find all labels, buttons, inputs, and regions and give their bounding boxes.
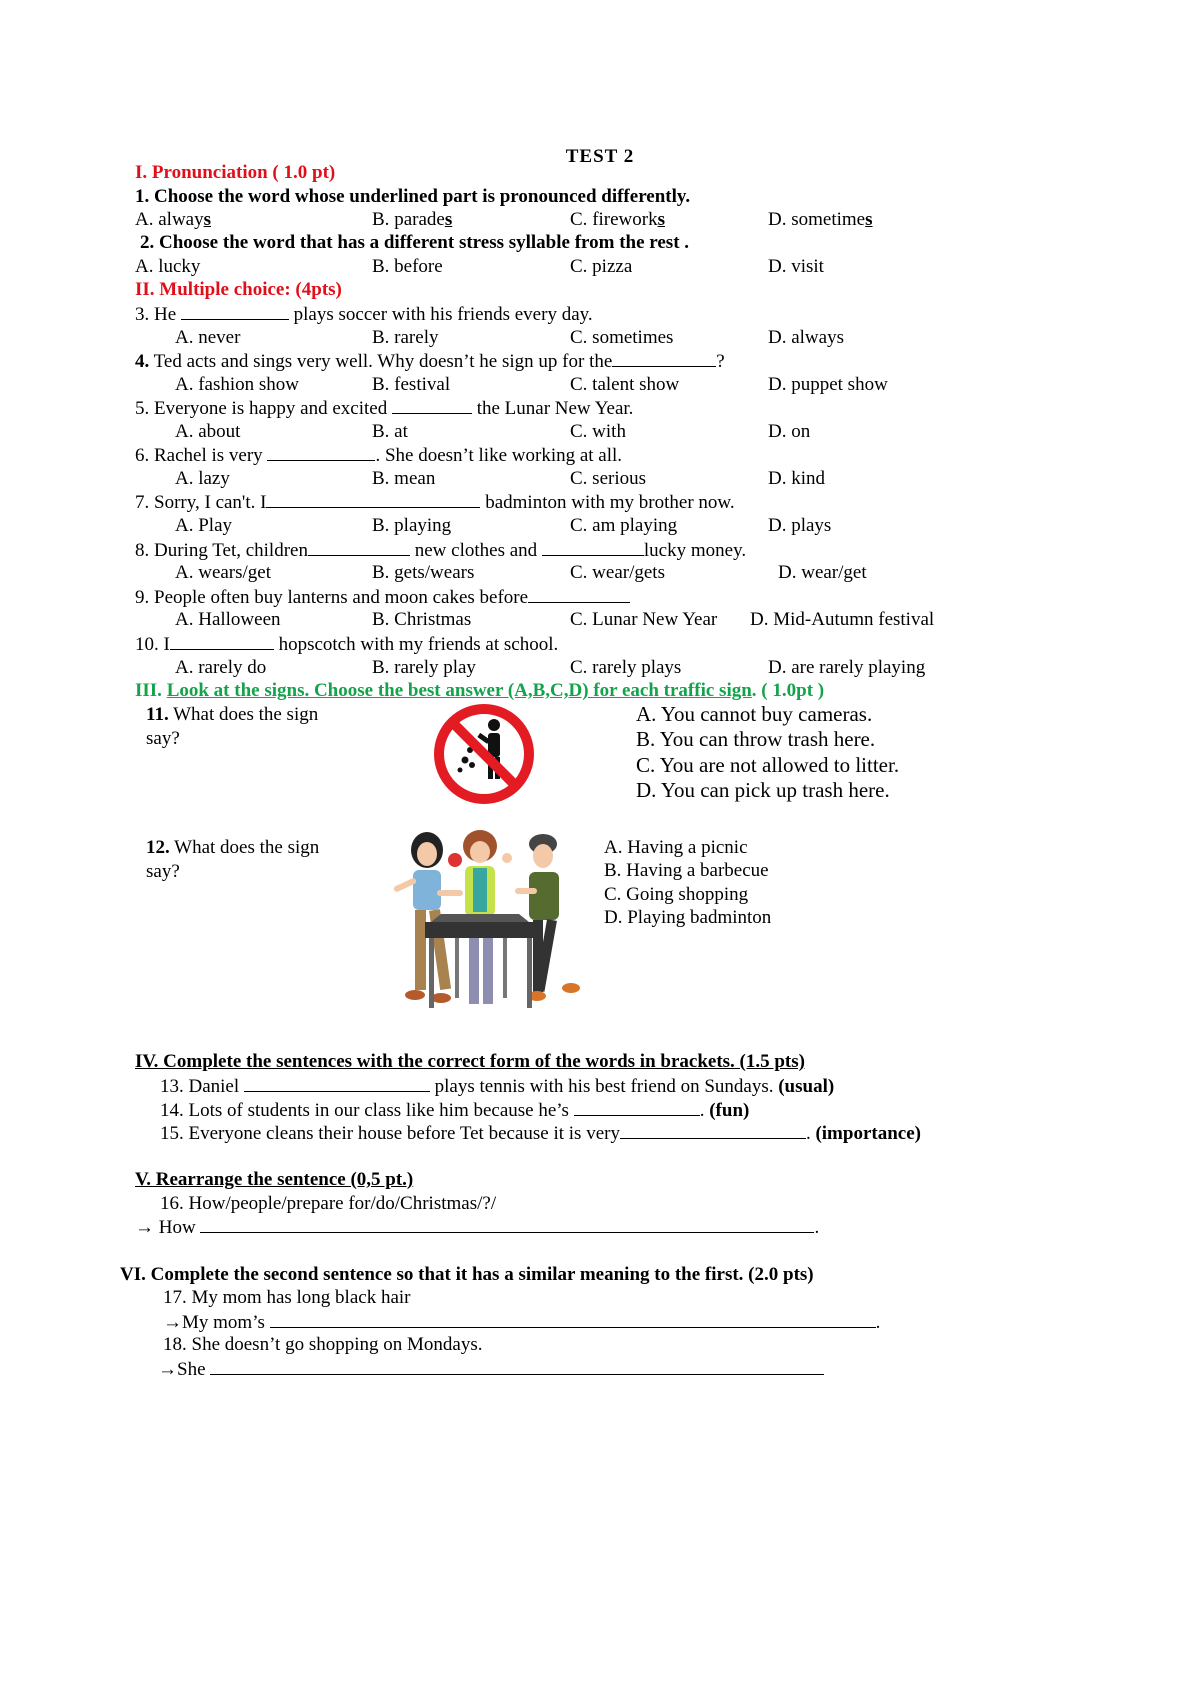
q12-prompt: 12. What does the sign	[146, 837, 320, 858]
q11-option-d: D. You can pick up trash here.	[636, 778, 890, 802]
q7-option-c: C. am playing	[570, 515, 678, 536]
q11-option-b: B. You can throw trash here.	[636, 727, 876, 751]
q4-option-c: C. talent show	[570, 374, 680, 395]
q9-option-b: B. Christmas	[372, 609, 472, 630]
section-6-heading: VI. Complete the second sentence so that it has a similar meaning to the first. (2.0 pts)	[120, 1264, 814, 1285]
q17-stem: 17. My mom has long black hair	[163, 1287, 411, 1308]
q7-option-b: B. playing	[372, 515, 452, 536]
q18-answer-line: →She	[158, 1356, 824, 1382]
q17-answer-line: →My mom’s .	[163, 1309, 880, 1335]
q3-option-d: D. always	[768, 327, 844, 348]
q8-option-c: C. wear/gets	[570, 562, 665, 583]
q2-prompt: 2. Choose the word that has a different stress syllable from the rest .	[140, 232, 690, 253]
q12-option-d: D. Playing badminton	[604, 907, 772, 928]
q6-option-d: D. kind	[768, 468, 825, 489]
section-3-heading: III. Look at the signs. Choose the best answer (A,B,C,D) for each traffic sign. ( 1.0pt )	[135, 680, 825, 701]
q3-stem: 3. He plays soccer with his friends every day.	[135, 301, 593, 327]
q1-option-a: A. always	[135, 209, 212, 230]
q12-option-a: A. Having a picnic	[604, 837, 748, 858]
q6-option-b: B. mean	[372, 468, 436, 489]
q16-stem: 16. How/people/prepare for/do/Christmas/?/	[160, 1193, 497, 1214]
q8-option-b: B. gets/wears	[372, 562, 475, 583]
q18-stem: 18. She doesn’t go shopping on Mondays.	[163, 1334, 483, 1355]
q4-option-d: D. puppet show	[768, 374, 888, 395]
q12-option-b: B. Having a barbecue	[604, 860, 769, 881]
q1-option-d: D. sometimes	[768, 209, 873, 230]
q9-stem: 9. People often buy lanterns and moon cakes before	[135, 584, 630, 610]
section-2-heading: II. Multiple choice: (4pts)	[135, 279, 342, 300]
q7-option-a: A. Play	[175, 515, 232, 536]
q12-prompt-line2: say?	[146, 861, 180, 882]
q1-option-b: B. parades	[372, 209, 453, 230]
arrow-icon: →	[163, 1312, 182, 1333]
q3-option-b: B. rarely	[372, 327, 439, 348]
section-5-heading: V. Rearrange the sentence (0,5 pt.)	[135, 1169, 414, 1190]
q5-stem: 5. Everyone is happy and excited the Lunar New Year.	[135, 395, 633, 421]
q10-stem: 10. I hopscotch with my friends at school.	[135, 631, 558, 657]
no-littering-sign	[432, 702, 536, 806]
q10-option-b: B. rarely play	[372, 657, 476, 678]
q7-option-d: D. plays	[768, 515, 832, 536]
q10-option-d: D. are rarely playing	[768, 657, 926, 678]
q14-stem: 14. Lots of students in our class like him because he’s . (fun)	[160, 1097, 749, 1123]
q6-option-a: A. lazy	[175, 468, 230, 489]
barbecue-illustration	[385, 830, 585, 1020]
q6-option-c: C. serious	[570, 468, 646, 489]
q8-option-d: D. wear/get	[778, 562, 867, 583]
section-1-heading: I. Pronunciation ( 1.0 pt)	[135, 162, 336, 183]
q9-option-a: A. Halloween	[175, 609, 281, 630]
q10-option-c: C. rarely plays	[570, 657, 682, 678]
q2-option-a: A. lucky	[135, 256, 201, 277]
q8-option-a: A. wears/get	[175, 562, 272, 583]
q11-option-c: C. You are not allowed to litter.	[636, 753, 900, 777]
test-title: TEST 2	[565, 146, 635, 167]
q5-option-b: B. at	[372, 421, 408, 442]
q13-stem: 13. Daniel plays tennis with his best friend on Sundays. (usual)	[160, 1073, 834, 1099]
q2-option-b: B. before	[372, 256, 443, 277]
q11-prompt-line2: say?	[146, 728, 180, 749]
section-4-heading: IV. Complete the sentences with the correct form of the words in brackets. (1.5 pts)	[135, 1051, 805, 1072]
q5-option-a: A. about	[175, 421, 241, 442]
q2-option-d: D. visit	[768, 256, 824, 277]
q3-option-c: C. sometimes	[570, 327, 674, 348]
q9-option-d: D. Mid-Autumn festival	[750, 609, 935, 630]
q4-option-b: B. festival	[372, 374, 451, 395]
q10-option-a: A. rarely do	[175, 657, 267, 678]
q5-option-c: C. with	[570, 421, 626, 442]
q16-answer-line: → How .	[135, 1214, 819, 1240]
q6-stem: 6. Rachel is very . She doesn’t like working at all.	[135, 442, 622, 468]
girl-right-figure	[515, 834, 580, 1001]
arrow-icon: →	[158, 1359, 177, 1380]
q4-stem: 4. Ted acts and sings very well. Why doesn’t he sign up for the ?	[135, 348, 725, 374]
q11-prompt: 11. What does the sign	[146, 704, 319, 725]
q9-option-c: C. Lunar New Year	[570, 609, 718, 630]
q1-prompt: 1. Choose the word whose underlined part is pronounced differently.	[135, 186, 691, 207]
q3-option-a: A. never	[175, 327, 241, 348]
q7-stem: 7. Sorry, I can't. I badminton with my brother now.	[135, 489, 735, 515]
arrow-icon: →	[135, 1217, 154, 1238]
q8-stem: 8. During Tet, children new clothes and lucky money.	[135, 537, 746, 563]
q4-option-a: A. fashion show	[175, 374, 300, 395]
q2-option-c: C. pizza	[570, 256, 633, 277]
q5-option-d: D. on	[768, 421, 811, 442]
q11-option-a: A. You cannot buy cameras.	[636, 702, 873, 726]
q12-option-c: C. Going shopping	[604, 884, 749, 905]
q1-option-c: C. fireworks	[570, 209, 666, 230]
q15-stem: 15. Everyone cleans their house before Tet because it is very . (importance)	[160, 1120, 921, 1146]
